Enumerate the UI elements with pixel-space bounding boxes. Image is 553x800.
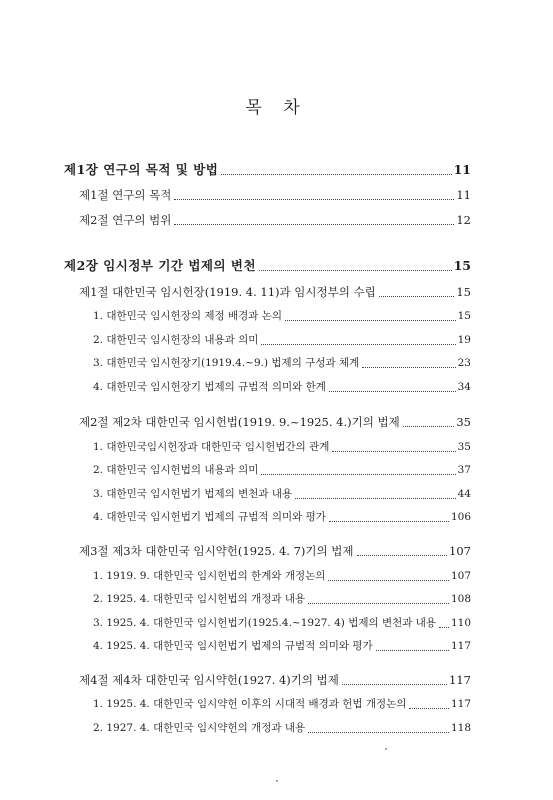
toc-section-2-3[interactable] (79, 544, 471, 558)
toc-section-2-4[interactable] (79, 673, 471, 687)
scan-speck (276, 780, 278, 782)
toc-entry-label: 제3절 제3차 대한민국 임시약헌(1925. 4. 7)기의 법제 (79, 544, 354, 558)
toc-entry-label: 1. 대한민국임시헌장과 대한민국 임시헌법간의 관계 (93, 441, 330, 453)
toc-page-number: 11 (453, 162, 471, 177)
toc-section-1-2[interactable] (79, 213, 471, 227)
toc-entry-label: 제2장 임시정부 기간 법제의 변천 (64, 258, 257, 273)
toc-entry-label: 2. 1925. 4. 대한민국 임시헌법의 개정과 내용 (93, 593, 306, 605)
toc-entry-label: 제1장 연구의 목적 및 방법 (64, 162, 219, 177)
toc-entry-label: 3. 대한민국 임시헌법기 법제의 변천과 내용 (93, 488, 293, 500)
toc-entry-label: 4. 대한민국 임시헌법기 법제의 규범적 의미와 평가 (93, 511, 326, 523)
dot-leader (261, 334, 455, 345)
toc-page-number: 117 (450, 698, 471, 710)
dot-leader (376, 640, 449, 651)
toc-entry-label: 제1절 대한민국 임시헌장(1919. 4. 11)과 임시정부의 수립 (79, 285, 376, 299)
toc-item[interactable] (93, 356, 471, 370)
dot-leader (261, 464, 455, 475)
toc-page-number: 107 (450, 570, 471, 582)
toc-item[interactable] (93, 697, 471, 711)
toc-item[interactable] (93, 510, 471, 524)
dot-leader (357, 545, 448, 556)
dot-leader (328, 570, 449, 581)
toc-page-number: 15 (453, 258, 471, 273)
dot-leader (332, 441, 455, 452)
toc-entry-label: 제1절 연구의 목적 (79, 188, 172, 202)
toc-entry-label: 제2절 제2차 대한민국 임시헌법(1919. 9.~1925. 4.)기의 법제 (79, 415, 400, 429)
toc-page-number: 110 (450, 617, 471, 629)
toc-item[interactable] (93, 440, 471, 454)
dot-leader (308, 722, 449, 733)
toc-item[interactable] (93, 721, 471, 735)
toc-page-number: 108 (450, 593, 471, 605)
toc-entry-label: 2. 대한민국 임시헌법의 내용과 의미 (93, 464, 259, 476)
toc-page-number: 35 (457, 441, 471, 453)
toc-section-2-1[interactable] (79, 285, 471, 299)
toc-item[interactable] (93, 333, 471, 347)
dot-leader (403, 416, 455, 427)
dot-leader (329, 381, 456, 392)
toc-item[interactable] (93, 592, 471, 606)
toc-entry-label: 2. 대한민국 임시헌장의 내용과 의미 (93, 334, 259, 346)
toc-page-number: 37 (457, 464, 471, 476)
toc-page-number: 44 (457, 488, 471, 500)
dot-leader (342, 674, 447, 685)
toc-page-number: 11 (456, 188, 471, 202)
toc-item[interactable] (93, 616, 471, 630)
dot-leader (174, 214, 454, 225)
toc-chapter-2[interactable] (64, 259, 471, 273)
dot-leader (174, 189, 454, 200)
dot-leader (439, 617, 449, 628)
toc-item[interactable] (93, 487, 471, 501)
dot-leader (308, 593, 449, 604)
dot-leader (329, 511, 449, 522)
toc-item[interactable] (93, 309, 471, 323)
dot-leader (295, 488, 455, 499)
toc-page-number: 106 (450, 511, 471, 523)
scan-speck (385, 748, 387, 750)
toc-section-1-1[interactable] (79, 188, 471, 202)
toc-entry-label: 3. 대한민국 임시헌장기(1919.4.~9.) 법제의 구성과 체계 (93, 357, 360, 369)
toc-page-number: 15 (457, 310, 471, 322)
dot-leader (409, 698, 449, 709)
toc-item[interactable] (93, 639, 471, 653)
toc-page-number: 12 (456, 213, 471, 227)
dot-leader (285, 310, 456, 321)
toc-entry-label: 1. 1925. 4. 대한민국 임시약헌 이후의 시대적 배경과 헌법 개정논의 (93, 698, 407, 710)
toc-page-number: 118 (450, 722, 471, 734)
toc-entry-label: 1. 1919. 9. 대한민국 임시헌법의 한계와 개정논의 (93, 570, 326, 582)
toc-title: 목 차 (245, 98, 308, 118)
dot-leader (379, 286, 455, 297)
toc-item[interactable] (93, 463, 471, 477)
toc-entry-label: 2. 1927. 4. 대한민국 임시약헌의 개정과 내용 (93, 722, 306, 734)
toc-entry-label: 제4절 제4차 대한민국 임시약헌(1927. 4)기의 법제 (79, 673, 339, 687)
toc-page-number: 117 (450, 640, 471, 652)
toc-page-number: 19 (457, 334, 471, 346)
toc-entry-label: 제2절 연구의 범위 (79, 213, 172, 227)
toc-item[interactable] (93, 569, 471, 583)
toc-entry-label: 4. 대한민국 임시헌장기 법제의 규범적 의미와 한계 (93, 381, 326, 393)
toc-section-2-2[interactable] (79, 415, 471, 429)
toc-page-number: 35 (456, 415, 471, 429)
toc-chapter-1[interactable] (64, 163, 471, 177)
toc-entry-label: 3. 1925. 4. 대한민국 임시헌법기(1925.4.~1927. 4) 법제의 변천과 내용 (93, 617, 437, 629)
toc-entry-label: 1. 대한민국 임시헌장의 제정 배경과 논의 (93, 310, 282, 322)
toc-page-number: 117 (449, 673, 471, 687)
dot-leader (221, 164, 451, 175)
toc-item[interactable] (93, 380, 471, 394)
toc-page-number: 15 (456, 285, 471, 299)
dot-leader (259, 260, 452, 271)
toc-page-number: 34 (457, 381, 471, 393)
toc-page-number: 23 (457, 357, 471, 369)
dot-leader (362, 357, 455, 368)
toc-entry-label: 4. 1925. 4. 대한민국 임시헌법기 법제의 규범적 의미와 평가 (93, 640, 373, 652)
toc-page-number: 107 (449, 544, 471, 558)
